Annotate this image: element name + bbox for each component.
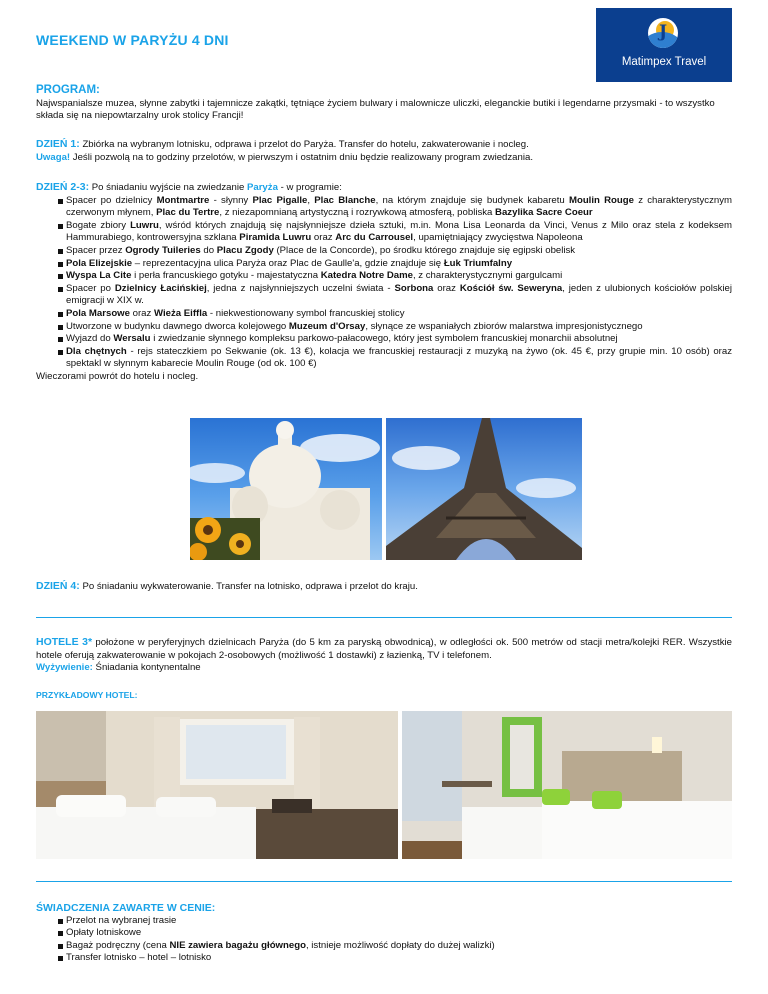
hotels-label: HOTELE 3* bbox=[36, 636, 93, 648]
included-heading: ŚWIADCZENIA ZAWARTE W CENIE: bbox=[36, 902, 216, 914]
hotels-section bbox=[36, 636, 732, 662]
day23-intro-b: - w programie: bbox=[280, 182, 342, 193]
list-item: Pola Marsowe oraz Wieża Eiffla - niekwestionowany symbol francuskiej stolicy bbox=[36, 308, 732, 321]
day1-text: Zbiórka na wybranym lotnisku, odprawa i przelot do Paryża. Transfer do hotelu, zakwaterowanie i nocleg. bbox=[82, 139, 529, 150]
day4-text: Po śniadaniu wykwaterowanie. Transfer na lotnisko, odprawa i przelot do kraju. bbox=[82, 581, 418, 592]
sacre-coeur-photo bbox=[190, 418, 382, 560]
list-item: Wyjazd do Wersalu i zwiedzanie słynnego kompleksu parkowo-pałacowego, który jest symbolem francuskiej monarchii absolutnej bbox=[36, 333, 732, 346]
day23-label: DZIEŃ 2-3: bbox=[36, 181, 90, 193]
list-item: Dla chętnych - rejs stateczkiem po Sekwanie (ok. 13 €), kolacja we francuskiej restauracji z muzyką na żywo (ok. 45 €, przy grupie min. 10 osób) oraz spektakl w słynnym kabarecie Moulin Rouge (od ok. 100 €) bbox=[36, 346, 732, 371]
list-item: Opłaty lotniskowe bbox=[36, 927, 732, 940]
day1-label: DZIEŃ 1: bbox=[36, 138, 80, 150]
list-item: Utworzone w budynku dawnego dworca kolejowego Muzeum d'Orsay, słynące ze wspaniałych zbiorów malarstwa impresjonistycznego bbox=[36, 321, 732, 334]
day23-city: Paryża bbox=[246, 182, 278, 193]
page-title: WEEKEND W PARYŻU 4 DNI bbox=[36, 32, 229, 48]
day23-outro: Wieczorami powrót do hotelu i nocleg. bbox=[36, 370, 199, 382]
food-line bbox=[36, 662, 732, 675]
list-item: Pola Elizejskie – reprezentacyjna ulica Paryża oraz Plac de Gaulle'a, gdzie znajduje się Łuk Triumfalny bbox=[36, 258, 732, 271]
list-item: Przelot na wybranej trasie bbox=[36, 915, 732, 928]
day23-intro-a: Po śniadaniu wyjście na zwiedzanie bbox=[91, 182, 245, 193]
included-section bbox=[36, 902, 732, 965]
list-item: Transfer lotnisko – hotel – lotnisko bbox=[36, 952, 732, 965]
list-item: Bogate zbiory Luwru, wśród których znajdują się najsłynniejsze dzieła sztuki, m.in. Mona Lisa Leonarda da Vinci, Venus z Milo oraz stela z kodeksem Hammurabiego, kontrowersyjna szklana Piramida Luwru oraz Arc du Carrousel, upamiętniający zwycięstwa Napoleona bbox=[36, 220, 732, 245]
hotel-room-photo-1 bbox=[36, 711, 398, 859]
program-heading: PROGRAM: bbox=[36, 84, 100, 96]
program-intro: Najwspanialsze muzea, słynne zabytki i tajemnicze zakątki, tętniące życiem bulwary i malownicze uliczki, eleganckie butiki i legendarne przysmaki - to wszystko składa się na niepowtarzalny urok stolicy Francji! bbox=[36, 97, 715, 122]
divider bbox=[36, 617, 732, 618]
food-label: Wyżywienie: bbox=[36, 662, 93, 673]
hotel-room-photo-2 bbox=[402, 711, 732, 859]
day1-note-text: Jeśli pozwolą na to godziny przelotów, w pierwszym i ostatnim dniu będzie realizowany program zwiedzania. bbox=[72, 151, 533, 163]
list-item: Spacer po Dzielnicy Łacińskiej, jedna z najsłynniejszych uczelni świata - Sorbona oraz Kościół św. Seweryna, jeden z ulubionych kościołów polskiej emigracji w XIX w. bbox=[36, 283, 732, 308]
day1-note-label: Uwaga! bbox=[36, 151, 71, 163]
day4-label: DZIEŃ 4: bbox=[36, 580, 80, 592]
divider bbox=[36, 881, 732, 882]
food-text: Śniadania kontynentalne bbox=[95, 662, 201, 673]
day1-section bbox=[36, 138, 732, 164]
example-hotel-label: PRZYKŁADOWY HOTEL: bbox=[36, 690, 138, 700]
hotels-text: położone w peryferyjnych dzielnicach Paryża (do 5 km za paryską obwodnicą), w odległości ok. 500 metrów od stacji metra/kolejki RER. Wszystkie hotele oferują zakwaterowanie w pokojach 2-osobowych (możliwość 1 dostawki) z łazienką, TV i telefonem. bbox=[36, 637, 732, 661]
list-item: Wyspa La Cite i perła francuskiego gotyku - majestatyczna Katedra Notre Dame, z charakterystycznymi gargulcami bbox=[36, 270, 732, 283]
day23-list bbox=[36, 195, 732, 371]
day23-section bbox=[36, 181, 732, 384]
included-list bbox=[36, 915, 732, 965]
list-item: Bagaż podręczny (cena NIE zawiera bagażu głównego, istnieje możliwość dopłaty do dużej walizki) bbox=[36, 940, 732, 953]
day4-section bbox=[36, 580, 732, 594]
eiffel-tower-photo bbox=[386, 418, 582, 560]
logo-name: Matimpex Travel bbox=[621, 56, 707, 68]
program-section bbox=[36, 84, 732, 123]
list-item: Spacer po dzielnicy Montmartre - słynny Plac Pigalle, Plac Blanche, na którym znajduje się budynek kabaretu Moulin Rouge z charakterystycznym czerwonym młynem, Plac du Tertre, z niezapomnianą artystyczną i rozrywkową atmosferą, pobliska Bazylika Sacre Coeur bbox=[36, 195, 732, 220]
matimpex-logo bbox=[596, 8, 732, 82]
list-item: Spacer przez Ogrody Tuileries do Placu Zgody (Place de la Concorde), po środku którego znajduje się egipski obelisk bbox=[36, 245, 732, 258]
globe-j-logo-icon: J bbox=[648, 18, 678, 48]
